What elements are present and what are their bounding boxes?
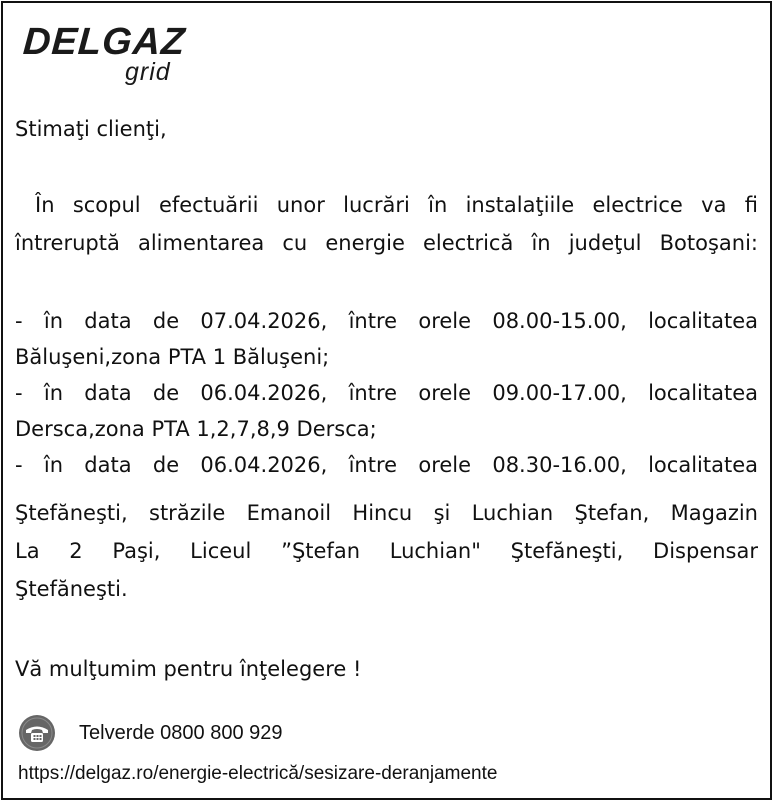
logo-wordmark: DELGAZ <box>21 21 187 63</box>
item-1-line-2: Băluşeni,zona PTA 1 Băluşeni; <box>15 345 330 369</box>
item-3-line-2: Ştefăneşti, străzile Emanoil Hincu şi Luchian Ştefan, Magazin <box>15 501 758 525</box>
intro-line-1: În scopul efectuării unor lucrări în instalaţiile electrice va fi <box>35 193 758 217</box>
item-2-line-2: Dersca,zona PTA 1,2,7,8,9 Dersca; <box>15 417 377 441</box>
telephone-icon <box>18 714 56 752</box>
phone-number-text: Telverde 0800 800 929 <box>79 722 283 744</box>
item-3-line-1: - în data de 06.04.2026, între orele 08.30-16.00, localitatea <box>15 453 758 477</box>
logo-subtitle: grid <box>125 58 171 86</box>
item-3-line-4: Ştefăneşti. <box>15 577 128 601</box>
greeting: Stimaţi clienţi, <box>15 117 167 141</box>
closing-text: Vă mulţumim pentru înţelegere ! <box>15 657 362 681</box>
website-link[interactable]: https://delgaz.ro/energie-electrică/sesizare-deranjamente <box>18 763 498 784</box>
item-2-line-1: - în data de 06.04.2026, între orele 09.00-17.00, localitatea <box>15 381 758 405</box>
item-1-line-1: - în data de 07.04.2026, între orele 08.00-15.00, localitatea <box>15 309 758 333</box>
intro-line-2: întreruptă alimentarea cu energie electrică în judeţul Botoşani: <box>15 231 758 255</box>
item-3-line-3: La 2 Paşi, Liceul ”Ştefan Luchian" Ştefăneşti, Dispensar <box>15 539 758 563</box>
delgaz-grid-logo <box>21 21 192 86</box>
